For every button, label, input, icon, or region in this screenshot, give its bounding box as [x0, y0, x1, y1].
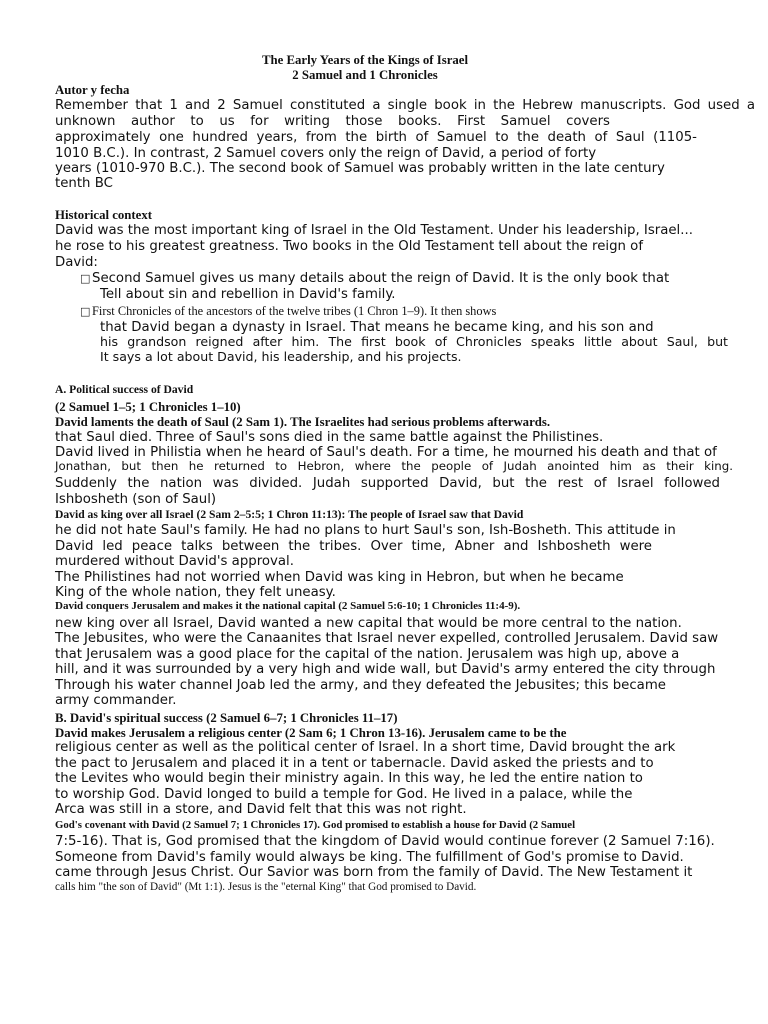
- paragraph-line: David lived in Philistia when he heard of Saul's death. For a time, he mourned his death and that of: [55, 445, 717, 460]
- paragraph-line: 1010 B.C.). In contrast, 2 Samuel covers only the reign of David, a period of forty: [55, 146, 597, 161]
- author-heading: Autor y fecha: [55, 83, 130, 97]
- paragraph-line: Someone from David's family would always be king. The fulfillment of God's promise to David.: [55, 850, 684, 865]
- paragraph-line: David led peace talks between the tribes. Over time, Abner and Ishbosheth were: [55, 539, 652, 554]
- historical-heading: Historical context: [55, 208, 153, 222]
- document-title: The Early Years of the Kings of Israel: [261, 53, 469, 67]
- paragraph-line: the Levites who would begin their ministry again. In this way, he led the entire nation to: [55, 771, 643, 786]
- paragraph-line: Ishbosheth (son of Saul): [55, 492, 217, 507]
- paragraph-line: years (1010-970 B.C.). The second book of Samuel was probably written in the late century: [55, 161, 665, 176]
- subsection-heading: God's covenant with David (2 Samuel 7; 1 Chronicles 17). God promised to establish a house for David (2 Samuel: [55, 819, 576, 831]
- paragraph-line: David:: [55, 255, 98, 270]
- bullet-line: Second Samuel gives us many details about the reign of David. It is the only book that: [92, 271, 670, 286]
- bullet-box-icon: □: [80, 305, 91, 318]
- section-a-refs: (2 Samuel 1–5; 1 Chronicles 1–10): [55, 400, 241, 414]
- paragraph-line: Remember that 1 and 2 Samuel constituted a single book in the Hebrew manuscripts. God used a: [55, 98, 755, 113]
- bullet-box-icon: □: [80, 272, 91, 285]
- paragraph-line: calls him "the son of David" (Mt 1:1). Jesus is the "eternal King" that God promised to David.: [55, 881, 477, 893]
- subsection-heading: David as king over all Israel (2 Sam 2–5:5; 1 Chron 11:13): The people of Israel saw that David: [55, 508, 524, 521]
- section-a-heading: A. Political success of David: [55, 383, 194, 396]
- paragraph-line: unknown author to us for writing those books. First Samuel covers: [55, 114, 610, 129]
- subsection-heading: David makes Jerusalem a religious center (2 Sam 6; 1 Chron 13-16). Jerusalem came to be the: [55, 726, 567, 740]
- paragraph-line: Through his water channel Joab led the army, and they defeated the Jebusites; this became: [55, 678, 666, 693]
- section-b-heading: B. David's spiritual success (2 Samuel 6–7; 1 Chronicles 11–17): [55, 711, 398, 725]
- paragraph-line: tenth BC: [55, 176, 113, 191]
- paragraph-line: murdered without David's approval.: [55, 554, 294, 569]
- paragraph-line: that Saul died. Three of Saul's sons died in the same battle against the Philistines.: [55, 430, 604, 445]
- paragraph-line: David was the most important king of Israel in the Old Testament. Under his leadership, Israel...: [55, 223, 693, 238]
- paragraph-line: to worship God. David longed to build a temple for God. He lived in a palace, while the: [55, 787, 633, 802]
- paragraph-line: new king over all Israel, David wanted a new capital that would be more central to the nation.: [55, 616, 682, 631]
- bullet-line: First Chronicles of the ancestors of the twelve tribes (1 Chron 1–9). It then shows: [92, 304, 497, 318]
- subsection-heading: David conquers Jerusalem and makes it the national capital (2 Samuel 5:6-10; 1 Chronicles 11:4-9).: [55, 600, 521, 612]
- paragraph-line: religious center as well as the political center of Israel. In a short time, David brought the ark: [55, 740, 676, 755]
- paragraph-line: army commander.: [55, 693, 177, 708]
- paragraph-line: he did not hate Saul's family. He had no plans to hurt Saul's son, Ish-Bosheth. This attitude in: [55, 523, 676, 538]
- paragraph-line: The Jebusites, who were the Canaanites that Israel never expelled, controlled Jerusalem. David saw: [55, 631, 719, 646]
- paragraph-line: Jonathan, but then he returned to Hebron, where the people of Judah anointed him as their king.: [55, 459, 733, 473]
- bullet-line: Tell about sin and rebellion in David's family.: [100, 287, 396, 302]
- paragraph-line: came through Jesus Christ. Our Savior was born from the family of David. The New Testament it: [55, 865, 693, 880]
- paragraph-line: The Philistines had not worried when David was king in Hebron, but when he became: [55, 570, 624, 585]
- bullet-line: It says a lot about David, his leadership, and his projects.: [100, 349, 462, 364]
- paragraph-line: 7:5-16). That is, God promised that the kingdom of David would continue forever (2 Samuel 7:16).: [55, 834, 715, 849]
- document-subtitle: 2 Samuel and 1 Chronicles: [292, 68, 438, 82]
- paragraph-line: Arca was still in a store, and David felt that this was not right.: [55, 802, 467, 817]
- subsection-heading: David laments the death of Saul (2 Sam 1). The Israelites had serious problems afterwards.: [55, 415, 551, 429]
- paragraph-line: hill, and it was surrounded by a very high and wide wall, but David's army entered the city through: [55, 662, 716, 677]
- paragraph-line: the pact to Jerusalem and placed it in a tent or tabernacle. David asked the priests and to: [55, 756, 654, 771]
- paragraph-line: Suddenly the nation was divided. Judah supported David, but the rest of Israel followed: [55, 476, 720, 491]
- paragraph-line: King of the whole nation, they felt uneasy.: [55, 585, 336, 600]
- bullet-line: his grandson reigned after him. The first book of Chronicles speaks little about Saul, but: [100, 334, 728, 349]
- paragraph-line: approximately one hundred years, from the birth of Samuel to the death of Saul (1105-: [55, 130, 697, 145]
- paragraph-line: he rose to his greatest greatness. Two books in the Old Testament tell about the reign of: [55, 239, 644, 254]
- bullet-line: that David began a dynasty in Israel. That means he became king, and his son and: [100, 320, 654, 335]
- paragraph-line: that Jerusalem was a good place for the capital of the nation. Jerusalem was high up, above a: [55, 647, 680, 662]
